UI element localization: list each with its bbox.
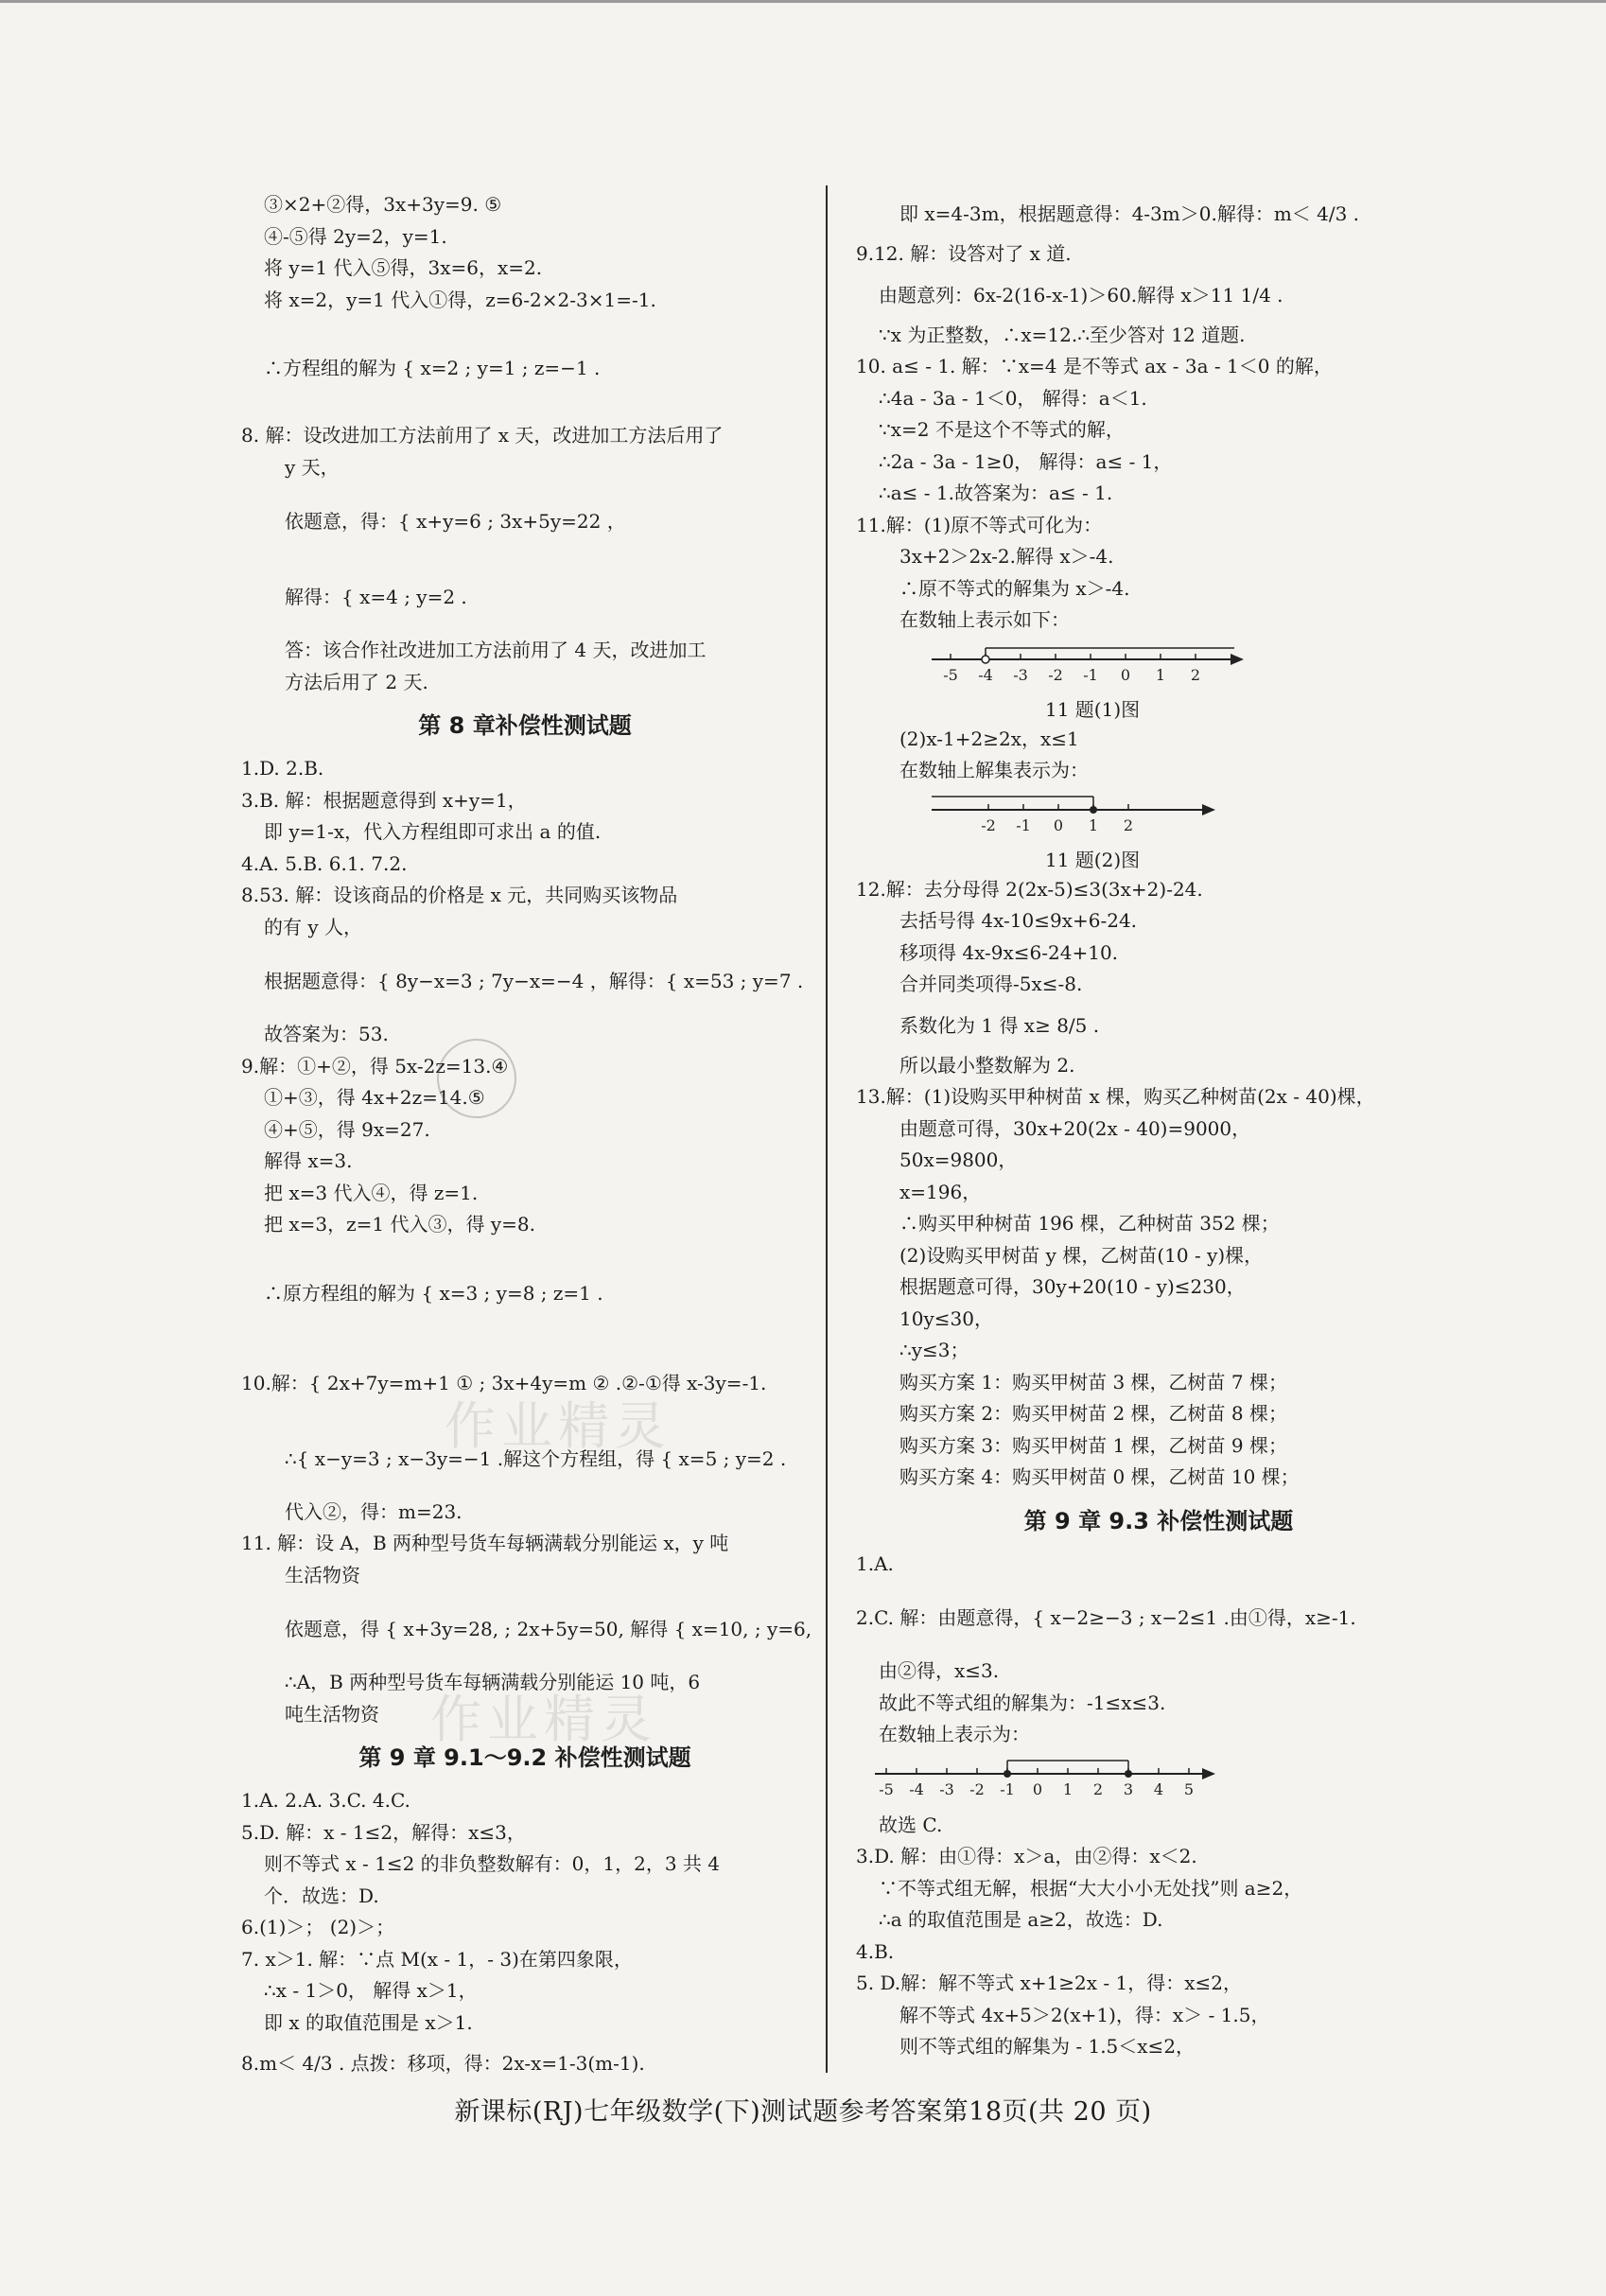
tick-label: 3 <box>1123 1779 1134 1798</box>
text-line: 系数化为 1 得 x≥ 8/5 . <box>899 1013 1100 1037</box>
text-line: ∴购买甲种树苗 196 棵，乙种树苗 352 棵； <box>899 1212 1280 1235</box>
text-line: ④+⑤，得 9x=27. <box>264 1117 430 1141</box>
text-line: 13.解：(1)设购买甲种树苗 x 棵，购买乙种树苗(2x - 40)棵， <box>856 1085 1375 1108</box>
text-line: ∴a 的取值范围是 a≥2，故选：D. <box>879 1908 1163 1931</box>
text-line: ①+③，得 4x+2z=14.⑤ <box>264 1086 485 1109</box>
tick-label: -4 <box>978 665 993 684</box>
section-heading: 第 9 章 9.1～9.2 补偿性测试题 <box>358 1744 691 1771</box>
text-line: ∴x - 1＞0， 解得 x＞1， <box>264 1979 478 2002</box>
text-line: ∴4a - 3a - 1＜0， 解得：a＜1. <box>879 386 1147 410</box>
text-line: 6.(1)＞； (2)＞； <box>241 1916 395 1938</box>
tick-label: 0 <box>1032 1779 1043 1798</box>
text-line: 移项得 4x-9x≤6-24+10. <box>899 940 1119 964</box>
text-line: 故此不等式组的解集为：-1≤x≤3. <box>879 1691 1166 1714</box>
column-divider <box>826 185 828 2073</box>
text-line: x=196， <box>899 1180 982 1203</box>
text-line: 方法后用了 2 天. <box>285 670 428 693</box>
tick-label: -1 <box>1016 815 1031 834</box>
text-line: ④-⑤得 2y=2，y=1. <box>264 224 447 248</box>
equation-system: 10.解：{ 2x+7y=m+1 ① ; 3x+4y=m ② .②-①得 x-3y=-1. <box>241 1371 767 1394</box>
closed-point <box>1004 1770 1011 1778</box>
text-line: 即 x=4-3m，根据题意得：4-3m＞0.解得：m＜ 4/3 . <box>899 202 1360 225</box>
axis-arrow-icon <box>1202 1768 1215 1779</box>
tick-label: 0 <box>1053 815 1064 834</box>
tick-label: 2 <box>1092 1779 1104 1798</box>
text-line: 11.解：(1)原不等式可化为： <box>856 513 1103 536</box>
tick-label: -2 <box>969 1779 985 1798</box>
text-line: 即 y=1-x，代入方程组即可求出 a 的值. <box>264 820 602 843</box>
text-line: ③×2+②得，3x+3y=9. ⑤ <box>264 193 502 216</box>
text-line: 7. x＞1. 解：∵点 M(x - 1，- 3)在第四象限， <box>241 1947 633 1971</box>
text-line: 代入②，得：m=23. <box>285 1499 463 1523</box>
text-line: ∴2a - 3a - 1≥0， 解得：a≤ - 1， <box>879 449 1173 473</box>
text-line: 所以最小整数解为 2. <box>899 1053 1075 1077</box>
tick-label: -3 <box>939 1779 954 1798</box>
equation-system: 2.C. 解：由题意得，{ x−2≥−3 ; x−2≤1 .由①得，x≥-1. <box>856 1606 1356 1629</box>
number-line-1 <box>932 637 1263 695</box>
text-line: 把 x=3，z=1 代入③，得 y=8. <box>264 1213 535 1236</box>
text-line: ∴原不等式的解集为 x＞-4. <box>899 576 1130 600</box>
tick-label: 1 <box>1155 665 1166 684</box>
text-line: 故答案为：53. <box>264 1023 389 1045</box>
equation-system: ∴原方程组的解为 { x=3 ; y=8 ; z=1 . <box>264 1281 603 1305</box>
text-line: 吨生活物资 <box>285 1702 379 1726</box>
figure-caption: 11 题(1)图 <box>1045 697 1141 721</box>
text-line: ∵x 为正整数，∴x=12.∴至少答对 12 道题. <box>879 323 1246 346</box>
text-line: 则不等式组的解集为 - 1.5＜x≤2， <box>899 2035 1196 2058</box>
number-line-2-svg <box>932 787 1263 846</box>
tick-label: 5 <box>1183 1779 1195 1798</box>
text-line: 购买方案 2：购买甲树苗 2 棵，乙树苗 8 棵； <box>899 1402 1287 1425</box>
equation-system: 依题意，得：{ x+y=6 ; 3x+5y=22 ， <box>285 510 626 533</box>
text-line: 10y≤30， <box>899 1306 993 1330</box>
text-line: 50x=9800， <box>899 1148 1018 1171</box>
text-line: 购买方案 3：购买甲树苗 1 棵，乙树苗 9 棵； <box>899 1433 1287 1457</box>
text-line: 答：该合作社改进加工方法前用了 4 天，改进加工 <box>285 639 707 661</box>
text-line: ∴a≤ - 1.故答案为：a≤ - 1. <box>879 482 1113 504</box>
number-line-3 <box>875 1751 1215 1810</box>
text-line: 在数轴上表示如下： <box>899 608 1070 631</box>
figure-caption: 11 题(2)图 <box>1045 848 1141 871</box>
left-column <box>241 189 812 2088</box>
text-line: 把 x=3 代入④，得 z=1. <box>264 1181 479 1204</box>
tick-label: -1 <box>1083 665 1098 684</box>
closed-point <box>1090 806 1097 814</box>
text-line: 根据题意可得，30y+20(10 - y)≤230， <box>899 1275 1246 1298</box>
text-line: 购买方案 1：购买甲树苗 3 棵，乙树苗 7 棵； <box>899 1370 1287 1393</box>
tick-label: 0 <box>1120 665 1131 684</box>
text-line: ∵不等式组无解，根据“大大小小无处找”则 a≥2， <box>879 1876 1303 1900</box>
axis-arrow-icon <box>1231 654 1244 665</box>
number-line-1-group <box>932 648 1244 684</box>
top-border <box>0 0 1606 3</box>
text-line: 合并同类项得-5x≤-8. <box>899 973 1083 995</box>
text-line: 即 x 的取值范围是 x＞1. <box>264 2010 473 2034</box>
text-line: 5. D.解：解不等式 x+1≥2x - 1，得：x≤2， <box>856 1972 1242 1994</box>
text-line: 1.A. 2.A. 3.C. 4.C. <box>241 1789 410 1812</box>
text-line: 将 x=2，y=1 代入①得，z=6-2×2-3×1=-1. <box>264 288 656 311</box>
equation-system: 依题意，得 { x+3y=28, ; 2x+5y=50, 解得 { x=10, ; y=6, <box>285 1618 812 1640</box>
text-line: 在数轴上表示为： <box>879 1723 1030 1745</box>
text-line: 3x+2＞2x-2.解得 x＞-4. <box>899 545 1114 568</box>
text-line: 12.解：去分母得 2(2x-5)≤3(3x+2)-24. <box>856 877 1203 901</box>
text-line: ∴A，B 两种型号货车每辆满载分别能运 10 吨，6 <box>285 1671 701 1693</box>
tick-label: -2 <box>1048 665 1063 684</box>
text-line: 1.D. 2.B. <box>241 757 324 780</box>
text-line: 8.53. 解：设该商品的价格是 x 元，共同购买该物品 <box>241 884 678 906</box>
text-line: 8. 解：设改进加工方法前用了 x 天，改进加工方法后用了 <box>241 424 724 447</box>
tick-label: 4 <box>1153 1779 1164 1798</box>
text-line: y 天， <box>285 455 340 479</box>
text-line: 8.m＜ 4/3 . 点拨：移项，得：2x-x=1-3(m-1). <box>241 2052 645 2075</box>
text-line: 11. 解：设 A，B 两种型号货车每辆满载分别能运 x，y 吨 <box>241 1532 729 1554</box>
stamp-seal <box>437 1039 516 1118</box>
watermark: 作业精灵 <box>445 1396 672 1456</box>
text-line: 则不等式 x - 1≤2 的非负整数解有：0，1，2，3 共 4 <box>264 1852 721 1875</box>
equation-system: ∴{ x−y=3 ; x−3y=−1 .解这个方程组，得 { x=5 ; y=2 . <box>285 1446 787 1470</box>
text-line: 9.12. 解：设答对了 x 道. <box>856 242 1072 265</box>
page-footer: 新课标(RJ)七年级数学(下)测试题参考答案第18页(共 20 页) <box>454 2097 1152 2127</box>
text-line: 在数轴上解集表示为： <box>899 759 1089 781</box>
tick-label: -1 <box>1000 1779 1015 1798</box>
equation-system: 解得：{ x=4 ; y=2 . <box>285 586 467 608</box>
text-line: 由题意可得，30x+20(2x - 40)=9000， <box>899 1116 1251 1140</box>
number-line-2 <box>932 787 1263 846</box>
tick-label: -4 <box>909 1779 924 1798</box>
text-line: (2)x-1+2≥2x，x≤1 <box>899 727 1079 750</box>
closed-point <box>1125 1770 1132 1778</box>
text-line: 5.D. 解：x - 1≤2，解得：x≤3， <box>241 1820 526 1844</box>
equation-system: ∴方程组的解为 { x=2 ; y=1 ; z=−1 . <box>264 357 601 379</box>
number-line-1-svg <box>932 637 1263 695</box>
text-line: 1.A. <box>856 1551 894 1575</box>
tick-label: 2 <box>1123 815 1134 834</box>
section-heading: 第 8 章补偿性测试题 <box>418 712 632 739</box>
tick-label: -3 <box>1013 665 1028 684</box>
text-line: 购买方案 4：购买甲树苗 0 棵，乙树苗 10 棵； <box>899 1465 1300 1488</box>
open-point <box>982 656 989 663</box>
tick-label: -5 <box>943 665 958 684</box>
number-line-3-group <box>875 1761 1215 1798</box>
text-line: 故选 C. <box>879 1813 943 1836</box>
equation-system: 根据题意得：{ 8y−x=3 ; 7y−x=−4 ，解得：{ x=53 ; y=7 . <box>264 970 804 992</box>
text-line: 解不等式 4x+5＞2(x+1)，得：x＞ - 1.5， <box>899 2003 1270 2026</box>
text-line: 9.解：①+②，得 5x-2z=13.④ <box>241 1054 509 1078</box>
right-column <box>856 189 1461 2063</box>
text-line: 10. a≤ - 1. 解：∵x=4 是不等式 ax - 3a - 1＜0 的解， <box>856 355 1333 377</box>
text-line: 由题意列：6x-2(16-x-1)＞60.解得 x＞11 1/4 . <box>879 283 1283 307</box>
text-line: 的有 y 人， <box>264 915 363 938</box>
tick-label: -2 <box>981 815 996 834</box>
watermark: 作业精灵 <box>430 1690 657 1749</box>
text-line: 4.B. <box>856 1939 895 1963</box>
number-line-2-group <box>932 797 1215 834</box>
text-line: 3.B. 解：根据题意得到 x+y=1， <box>241 788 527 812</box>
tick-label: -5 <box>879 1779 894 1798</box>
section-heading: 第 9 章 9.3 补偿性测试题 <box>1023 1507 1294 1534</box>
text-line: 去括号得 4x-10≤9x+6-24. <box>899 909 1138 932</box>
text-line: ∵x=2 不是这个不等式的解， <box>879 418 1125 441</box>
axis-arrow-icon <box>1202 804 1215 815</box>
text-line: 3.D. 解：由①得：x＞a，由②得：x＜2. <box>856 1845 1197 1867</box>
tick-label: 1 <box>1088 815 1099 834</box>
tick-label: 1 <box>1062 1779 1074 1798</box>
number-line-3-svg <box>875 1751 1215 1810</box>
text-line: (2)设购买甲树苗 y 棵，乙树苗(10 - y)棵， <box>899 1243 1264 1267</box>
text-line: 4.A. 5.B. 6.1. 7.2. <box>241 851 408 875</box>
text-line: ∴y≤3； <box>899 1339 969 1361</box>
text-line: 解得 x=3. <box>264 1149 353 1172</box>
text-line: 生活物资 <box>285 1563 360 1586</box>
tick-label: 2 <box>1190 665 1201 684</box>
text-line: 将 y=1 代入⑤得，3x=6，x=2. <box>264 256 543 279</box>
text-line: 个．故选：D. <box>264 1884 379 1907</box>
text-line: 由②得，x≤3. <box>879 1659 1000 1682</box>
